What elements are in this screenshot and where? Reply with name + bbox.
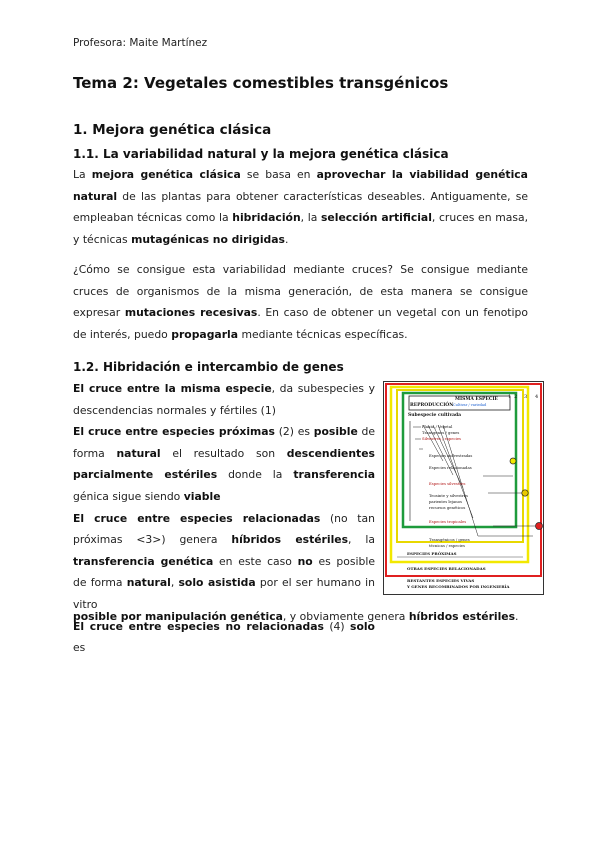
fig-repro2: Cultivar / variedad [453, 403, 487, 407]
dot-red [536, 523, 543, 530]
fig-subespecie: Subespecie cultivada [408, 413, 462, 418]
fig-top-label: MISMA ESPECIE [455, 397, 498, 402]
subsection-heading-1: 1.1. La variabilidad natural y la mejora genética clásica [73, 147, 449, 161]
paragraph-cruces: ¿Cómo se consigue esta variabilidad mediante cruces? Se consigue mediante cruces de organismos de la misma generación, de esta manera se consigue expresar mutaciones recesivas. En caso de obtener un vegetal con un fenotipo de interés, puedo propagarla mediante técnicas específicas. [73, 263, 528, 341]
fig-item-10: Transgénicos / genes [429, 537, 470, 542]
fig-item-4: Especies relacionadas [429, 465, 472, 470]
paragraph-mejora: La mejora genética clásica se basa en aprovechar la viabilidad genética natural de las plantas para obtener características deseables. Antiguamente, se empleaban técnicas como la hibridación, la selección artificial, cruces en masa, y técnicas mutagénicas no dirigidas. [73, 168, 528, 246]
fig-bottom-3: RESTANTES ESPECIES VIVAS [407, 578, 475, 583]
fig-bottom-2: OTRAS ESPECIES RELACIONADAS [407, 566, 486, 571]
fig-item-0: Planta / Vegetal [422, 424, 453, 429]
fig-item-3: Especies asilvestradas [429, 453, 473, 458]
gene-pool-diagram [383, 381, 544, 595]
fig-item-7: parientes lejanos [429, 499, 462, 504]
page-title: Tema 2: Vegetales comestibles transgénicos [73, 74, 449, 92]
fig-item-1: Transgenes / genes [422, 430, 460, 435]
fig-item-2: Silvestres / especies [422, 436, 462, 441]
fig-bottom-4: Y GENES RECOMBINADOS POR INGENIERÍA [407, 584, 510, 589]
subsection-heading-2: 1.2. Hibridación e intercambio de genes [73, 360, 344, 374]
fig-item-9: Especies tropicales [429, 519, 467, 524]
page-header: Profesora: Maite Martínez [73, 37, 208, 49]
fig-item-11: técnicas / especies [429, 543, 465, 548]
col-number-1: 1 [508, 394, 512, 400]
paragraph-manipulacion: posible por manipulación genética, y obviamente genera híbridos estériles. [73, 610, 519, 623]
paragraph-hibridacion: El cruce entre la misma especie, da subespecies y descendencias normales y fértiles (1) El cruce entre especies próximas (2) es posible de forma natural el resultado son descendientes parcialmente estériles donde la transferencia génica sigue siendo viable El cruce entre especies relacionadas (no tan próximas <3>) genera híbridos estériles, la transferencia genética en este caso no es posible de forma natural, solo asistida por el ser humano in vitro El cruce entre especies no relacionadas (4) solo es [73, 382, 376, 655]
col-number-2: 2 [514, 394, 518, 400]
dot-yellow-outer [522, 490, 528, 496]
col-number-3: 3 [524, 394, 528, 400]
col-number-4: 4 [535, 394, 539, 400]
section-heading: 1. Mejora genética clásica [73, 122, 272, 138]
fig-item-8: recursos genéticos [429, 505, 466, 510]
fig-item-5: Especies silvestres [429, 481, 466, 486]
dot-yellow-inner [510, 458, 516, 464]
fig-repro: REPRODUCCIÓN [410, 403, 454, 408]
fig-bottom-1: ESPECIES PRÓXIMAS [407, 551, 457, 556]
fig-item-6: Teosinte y silvestres [429, 493, 468, 498]
